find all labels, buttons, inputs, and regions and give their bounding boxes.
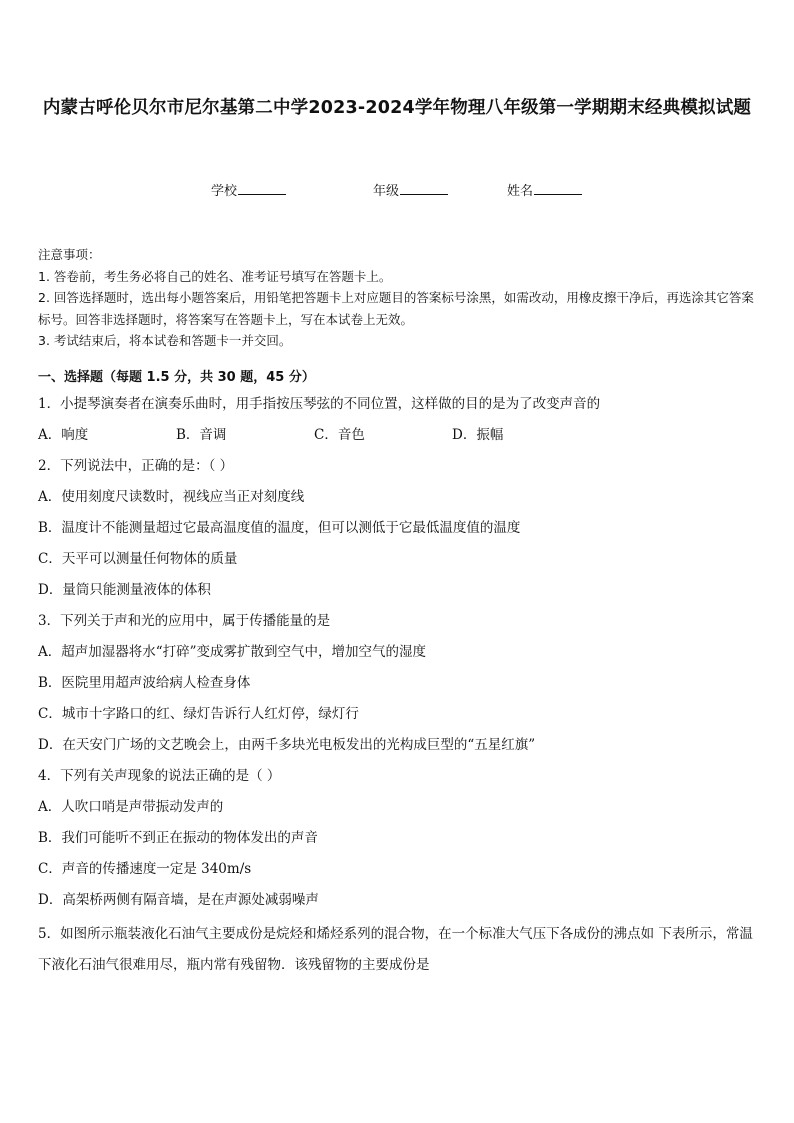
option-row [38, 423, 760, 454]
question-stem: 1．小提琴演奏者在演奏乐曲时，用手指按压琴弦的不同位置，这样做的目的是为了改变声音的 [38, 396, 601, 412]
grade-label: 年级 [373, 184, 400, 199]
option: D．高架桥两侧有隔音墙，是在声源处减弱噪声 [38, 892, 319, 908]
grade-blank [400, 180, 448, 195]
option: C．声音的传播速度一定是 340m/s [38, 861, 252, 877]
question-stem: 3．下列关于声和光的应用中，属于传播能量的是 [38, 613, 331, 629]
option: A．响度 [38, 427, 89, 443]
school-label: 学校 [211, 184, 238, 199]
note-item: 1. 答卷前，考生务必将自己的姓名、准考证号填写在答题卡上。 [38, 268, 392, 284]
option: A．使用刻度尺读数时，视线应当正对刻度线 [38, 489, 305, 505]
option: B．医院里用超声波给病人检查身体 [38, 675, 251, 691]
name-label: 姓名 [507, 184, 534, 199]
option: D．在天安门广场的文艺晚会上，由两千多块光电板发出的光构成巨型的“五星红旗” [38, 737, 536, 753]
note-item: 2. 回答选择题时，选出每小题答案后，用铅笔把答题卡上对应题目的答案标号涂黑，如需改动，用橡皮擦干净后，再选涂其它答案标号。回答非选择题时，将答案写在答题卡上，写在本试卷上无效。 [38, 290, 754, 327]
option: B．音调 [176, 427, 227, 443]
option: B．我们可能听不到正在振动的物体发出的声音 [38, 830, 318, 846]
question-stem: 2．下列说法中，正确的是：（ ） [38, 458, 234, 474]
question-stem: 4．下列有关声现象的说法正确的是（ ） [38, 768, 281, 784]
exam-notes [38, 244, 760, 352]
option: D．量筒只能测量液体的体积 [38, 582, 211, 598]
school-blank [238, 180, 286, 195]
option: A．超声加湿器将水“打碎”变成雾扩散到空气中，增加空气的湿度 [38, 644, 427, 660]
option: C．音色 [314, 427, 365, 443]
school-field [211, 180, 286, 199]
section-heading: 一、选择题（每题 1.5 分，共 30 题，45 分） [38, 370, 315, 385]
option: B．温度计不能测量超过它最高温度值的温度，但可以测低于它最低温度值的温度 [38, 520, 521, 536]
option: D．振幅 [452, 427, 504, 443]
page-title: 内蒙古呼伦贝尔市尼尔基第二中学2023-2024学年物理八年级第一学期期末经典模拟试题 [42, 98, 752, 118]
option: C．天平可以测量任何物体的质量 [38, 551, 238, 567]
question-list [38, 392, 760, 981]
name-field [507, 180, 582, 199]
option: A．人吹口哨是声带振动发声的 [38, 799, 224, 815]
notes-heading: 注意事项： [38, 247, 101, 262]
question-stem: 5．如图所示瓶装液化石油气主要成份是烷烃和烯烃系列的混合物，在一个标准大气压下各成份的沸点如 下表所示，常温下液化石油气很难用尽，瓶内常有残留物．该残留物的主要成份是 [38, 926, 753, 973]
option: C．城市十字路口的红、绿灯告诉行人红灯停，绿灯行 [38, 706, 359, 722]
grade-field [373, 180, 448, 199]
note-item: 3. 考试结束后，将本试卷和答题卡一并交回。 [38, 333, 292, 348]
name-blank [534, 180, 582, 195]
student-info-row [0, 180, 794, 202]
